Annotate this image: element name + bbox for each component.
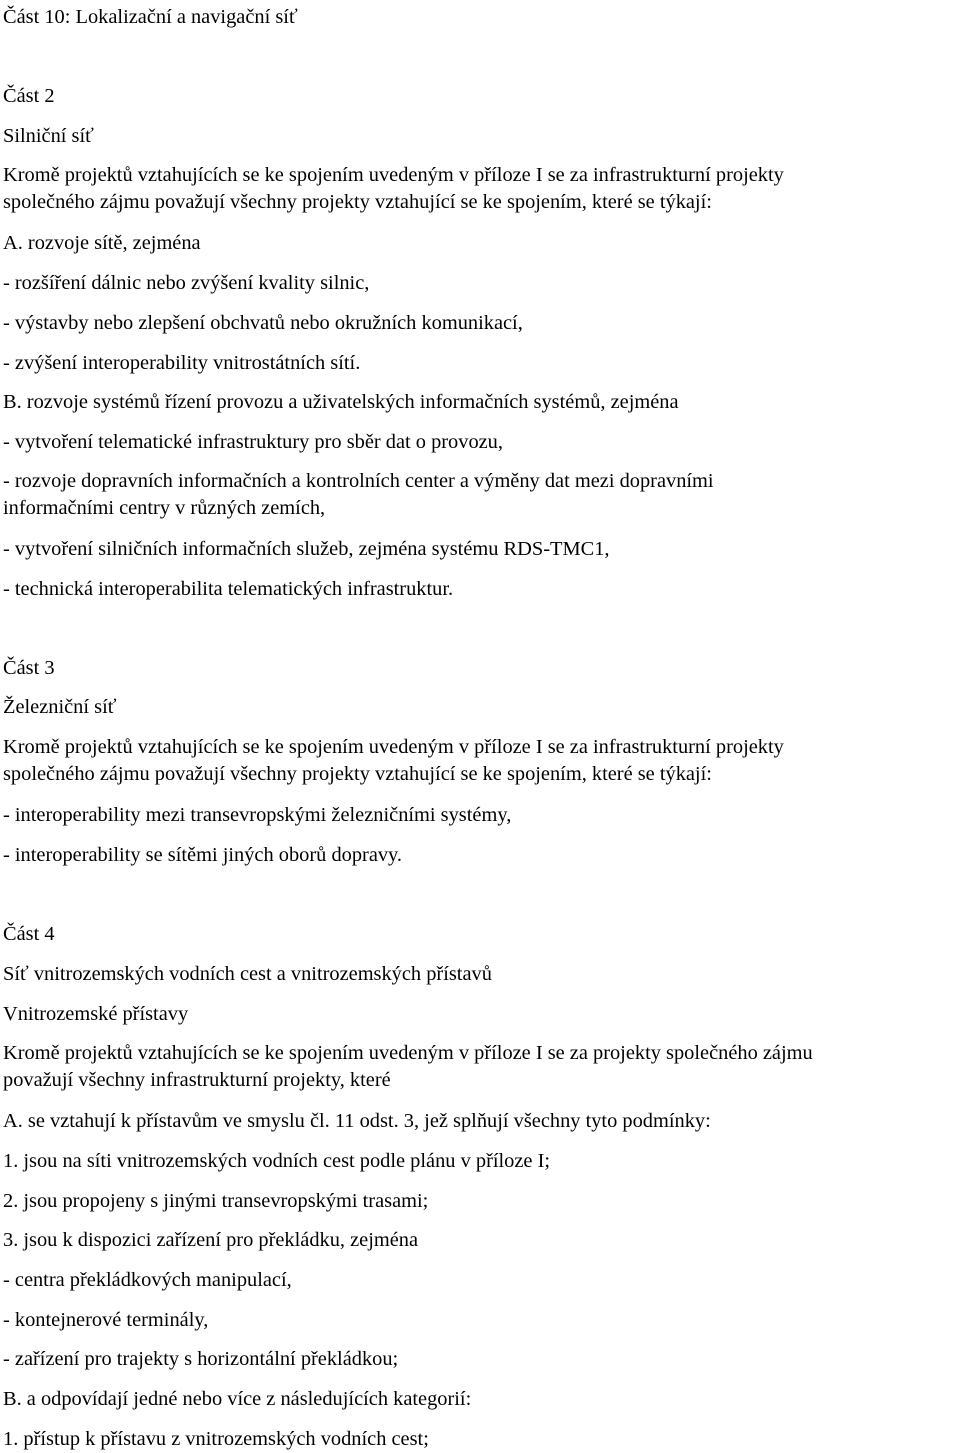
part3-heading: Část 3 bbox=[3, 657, 55, 679]
part3-subheading: Železniční síť bbox=[3, 696, 117, 718]
part2-intro-line2: společného zájmu považují všechny projekty vztahující se ke spojením, které se týkají: bbox=[3, 191, 712, 213]
part2-a-item: - výstavby nebo zlepšení obchvatů nebo okružních komunikací, bbox=[3, 312, 523, 334]
part4-a-item: 1. jsou na síti vnitrozemských vodních cest podle plánu v příloze I; bbox=[3, 1150, 551, 1172]
part2-intro-line1: Kromě projektů vztahujících se ke spojením uvedeným v příloze I se za infrastrukturní projekty bbox=[3, 164, 784, 186]
part3-item: - interoperability se sítěmi jiných oborů dopravy. bbox=[3, 844, 403, 866]
part4-b-item: 1. přístup k přístavu z vnitrozemských vodních cest; bbox=[3, 1428, 429, 1450]
part4-b-heading: B. a odpovídají jedné nebo více z následujících kategorií: bbox=[3, 1388, 472, 1410]
part2-a-item: - rozšíření dálnic nebo zvýšení kvality silnic, bbox=[3, 272, 370, 294]
part2-b-item: - rozvoje dopravních informačních a kontrolních center a výměny dat mezi dopravními bbox=[3, 470, 714, 492]
part2-b-heading: B. rozvoje systémů řízení provozu a uživatelských informačních systémů, zejména bbox=[3, 391, 679, 413]
document-title: Část 10: Lokalizační a navigační síť bbox=[3, 6, 298, 28]
part3-intro-line2: společného zájmu považují všechny projekty vztahující se ke spojením, které se týkají: bbox=[3, 763, 712, 785]
part4-intro-line1: Kromě projektů vztahujících se ke spojením uvedeným v příloze I se za projekty společného zájmu bbox=[3, 1042, 813, 1064]
part2-heading: Část 2 bbox=[3, 85, 55, 107]
part4-intro-line2: považují všechny infrastrukturní projekty, které bbox=[3, 1069, 391, 1091]
part4-a-item: - centra překládkových manipulací, bbox=[3, 1269, 292, 1291]
part3-intro-line1: Kromě projektů vztahujících se ke spojením uvedeným v příloze I se za infrastrukturní projekty bbox=[3, 736, 784, 758]
part4-subsubheading: Vnitrozemské přístavy bbox=[3, 1003, 189, 1025]
part2-a-heading: A. rozvoje sítě, zejména bbox=[3, 232, 201, 254]
part2-b-item-continuation: informačními centry v různých zemích, bbox=[3, 497, 326, 519]
part4-a-item: 3. jsou k dispozici zařízení pro překládku, zejména bbox=[3, 1229, 419, 1251]
part2-a-item: - zvýšení interoperability vnitrostátních sítí. bbox=[3, 352, 361, 374]
part4-subheading: Síť vnitrozemských vodních cest a vnitrozemských přístavů bbox=[3, 963, 492, 985]
part4-heading: Část 4 bbox=[3, 923, 55, 945]
part4-a-item: - kontejnerové terminály, bbox=[3, 1309, 209, 1331]
part2-b-item: - vytvoření telematické infrastruktury pro sběr dat o provozu, bbox=[3, 431, 503, 453]
part2-subheading: Silniční síť bbox=[3, 125, 94, 147]
part4-a-heading: A. se vztahují k přístavům ve smyslu čl. 11 odst. 3, jež splňují všechny tyto podmínky: bbox=[3, 1110, 711, 1132]
part4-a-item: - zařízení pro trajekty s horizontální překládkou; bbox=[3, 1348, 399, 1370]
part2-b-item: - technická interoperabilita telematických infrastruktur. bbox=[3, 578, 454, 600]
part2-b-item: - vytvoření silničních informačních služeb, zejména systému RDS-TMC1, bbox=[3, 538, 610, 560]
part4-a-item: 2. jsou propojeny s jinými transevropskými trasami; bbox=[3, 1190, 429, 1212]
part3-item: - interoperability mezi transevropskými železničními systémy, bbox=[3, 804, 512, 826]
